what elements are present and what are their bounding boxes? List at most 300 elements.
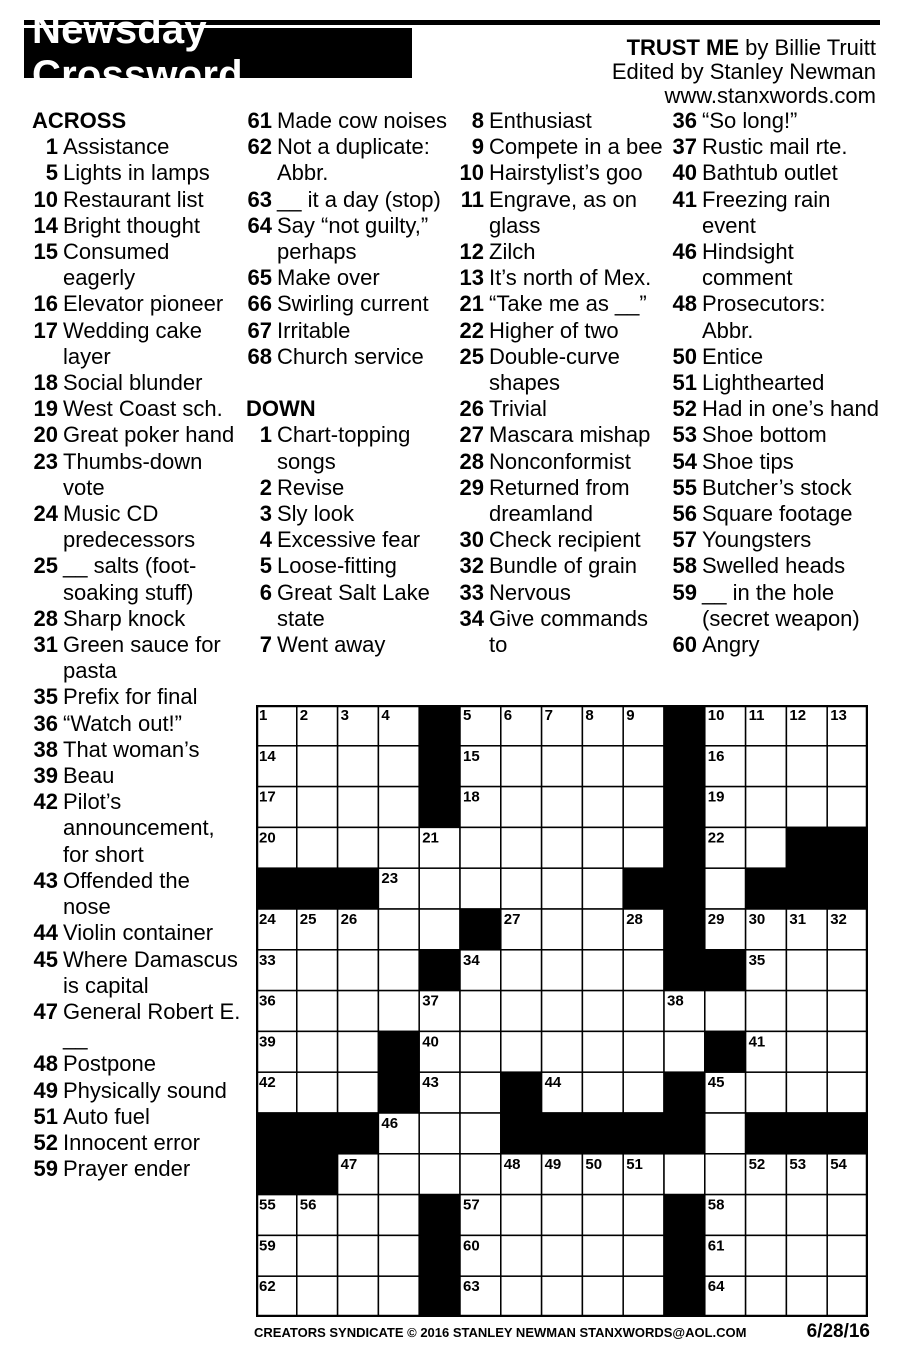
clue-text: Thumbs-down vote (63, 448, 203, 500)
cell-number: 29 (707, 911, 725, 928)
puzzle-title: TRUST ME (626, 35, 740, 60)
grid-cell[interactable] (786, 950, 827, 991)
clue-number: 35 (33, 684, 58, 710)
clue-number: 2 (259, 474, 272, 500)
grid-cell[interactable] (297, 991, 338, 1032)
grid-cell[interactable] (623, 787, 664, 828)
clue-item[interactable] (458, 475, 666, 527)
clue-item[interactable] (32, 947, 242, 999)
clue-text: Angry (702, 632, 760, 658)
grid-cell[interactable] (582, 950, 623, 991)
clue-text: Auto fuel (63, 1103, 150, 1129)
block-cell (256, 1154, 297, 1195)
clue-number: 29 (459, 474, 484, 500)
clue-item[interactable] (32, 1156, 242, 1182)
clue-item[interactable] (32, 999, 242, 1051)
clue-item[interactable] (32, 763, 242, 789)
grid-cell[interactable] (746, 1072, 787, 1113)
cell-number: 12 (789, 707, 807, 724)
grid-cell[interactable] (378, 991, 419, 1032)
clue-item[interactable] (32, 449, 242, 501)
grid-cell[interactable] (705, 1154, 746, 1195)
clue-text: Youngsters (702, 527, 812, 553)
grid-cell[interactable] (501, 1235, 542, 1276)
clue-item[interactable] (246, 344, 456, 370)
clue-text: Bright thought (63, 212, 200, 238)
clue-number: 6 (259, 579, 272, 605)
clue-item[interactable] (670, 501, 880, 527)
grid-cell[interactable] (623, 991, 664, 1032)
clue-text: Restaurant list (63, 186, 204, 212)
clue-number: 10 (459, 160, 484, 186)
clue-item[interactable] (32, 711, 242, 737)
block-cell (297, 1113, 338, 1154)
clue-item[interactable] (670, 553, 880, 579)
grid-cell[interactable] (827, 787, 868, 828)
grid-cell[interactable] (786, 991, 827, 1032)
clue-item[interactable] (670, 449, 880, 475)
clue-item[interactable] (246, 580, 456, 632)
clue-item[interactable] (246, 187, 456, 213)
clue-item[interactable] (32, 160, 242, 186)
grid-cell[interactable] (623, 950, 664, 991)
grid-cell[interactable] (746, 787, 787, 828)
grid-cell[interactable] (827, 1031, 868, 1072)
grid-cell[interactable] (582, 746, 623, 787)
clue-number: 8 (471, 108, 484, 133)
clue-item[interactable] (458, 265, 666, 291)
grid-svg (256, 705, 868, 1317)
grid-cell[interactable] (746, 1195, 787, 1236)
cell-number: 14 (259, 747, 276, 765)
block-cell (786, 827, 827, 868)
grid-cell[interactable] (419, 1113, 460, 1154)
cell-number: 3 (340, 707, 349, 724)
clue-item[interactable] (458, 187, 666, 239)
grid-cell[interactable] (378, 787, 419, 828)
grid-cell[interactable] (338, 827, 379, 868)
grid-cell[interactable] (705, 991, 746, 1032)
clue-item[interactable] (32, 239, 242, 291)
clue-item[interactable] (246, 108, 456, 134)
block-cell (623, 868, 664, 909)
clue-number: 50 (672, 343, 697, 369)
clue-number: 48 (33, 1051, 58, 1077)
cell-number: 54 (830, 1155, 847, 1173)
grid-cell[interactable] (542, 1031, 583, 1072)
clue-item[interactable] (32, 422, 242, 448)
grid-cell[interactable] (542, 909, 583, 950)
clue-item[interactable] (32, 501, 242, 553)
grid-cell[interactable] (582, 909, 623, 950)
clue-item[interactable] (458, 580, 666, 606)
clue-item[interactable] (32, 684, 242, 710)
grid-cell[interactable] (542, 868, 583, 909)
grid-cell[interactable] (623, 1072, 664, 1113)
grid-cell[interactable] (623, 1235, 664, 1276)
grid-cell[interactable] (338, 1276, 379, 1317)
grid-cell[interactable] (623, 746, 664, 787)
block-cell (664, 1235, 705, 1276)
clue-text: Enthusiast (489, 108, 592, 133)
clue-number: 51 (672, 370, 697, 396)
grid-cell[interactable] (297, 1072, 338, 1113)
cell-number: 52 (748, 1155, 766, 1173)
grid-cell[interactable] (338, 950, 379, 991)
grid-cell[interactable] (623, 1276, 664, 1317)
grid-cell[interactable] (542, 787, 583, 828)
clue-item[interactable] (246, 213, 456, 265)
cell-number: 5 (463, 707, 472, 724)
clue-item[interactable] (246, 134, 456, 186)
block-cell (338, 868, 379, 909)
clue-item[interactable] (32, 1104, 242, 1130)
clue-text: Shoe tips (702, 448, 794, 474)
grid-cell[interactable] (786, 1195, 827, 1236)
clue-text: Prosecutors: Abbr. (702, 291, 826, 343)
clue-text: Check recipient (489, 527, 641, 553)
grid-cell[interactable] (501, 868, 542, 909)
clue-number: 26 (459, 396, 484, 422)
grid-cell[interactable] (786, 1276, 827, 1317)
grid-cell[interactable] (297, 787, 338, 828)
grid-cell[interactable] (338, 1031, 379, 1072)
clue-number: 53 (672, 422, 697, 448)
clue-item[interactable] (32, 134, 242, 160)
block-cell (419, 1276, 460, 1317)
grid-cell[interactable] (582, 1031, 623, 1072)
clue-text: Green sauce for pasta (63, 632, 221, 684)
grid-cell[interactable] (705, 1113, 746, 1154)
cell-number: 43 (422, 1074, 439, 1092)
clue-item[interactable] (458, 318, 666, 344)
grid-cell[interactable] (664, 1154, 705, 1195)
grid-cell[interactable] (378, 1154, 419, 1195)
block-cell (419, 1235, 460, 1276)
clue-item[interactable] (458, 449, 666, 475)
grid-cell[interactable] (378, 746, 419, 787)
grid-cell[interactable] (378, 950, 419, 991)
grid-cell[interactable] (501, 950, 542, 991)
grid-cell[interactable] (582, 868, 623, 909)
grid-cell[interactable] (338, 991, 379, 1032)
grid-cell[interactable] (827, 746, 868, 787)
clue-item[interactable] (670, 396, 880, 422)
clue-number: 57 (672, 527, 697, 553)
grid-cell[interactable] (501, 1031, 542, 1072)
clue-number: 30 (459, 527, 484, 553)
grid-cell[interactable] (378, 1235, 419, 1276)
grid-cell[interactable] (827, 950, 868, 991)
clue-number: 9 (471, 134, 484, 160)
grid-cell[interactable] (460, 1154, 501, 1195)
clue-text: Entice (702, 343, 764, 369)
clue-text: Swirling current (277, 291, 429, 317)
clue-item[interactable] (246, 265, 456, 291)
clue-item[interactable] (458, 160, 666, 186)
grid-cell[interactable] (501, 827, 542, 868)
block-cell (664, 746, 705, 787)
clue-item[interactable] (670, 527, 880, 553)
cell-number: 37 (422, 992, 439, 1010)
grid-cell[interactable] (786, 787, 827, 828)
cell-number: 17 (259, 788, 276, 806)
clue-text: Went away (277, 632, 386, 658)
grid-cell[interactable] (542, 746, 583, 787)
clue-item[interactable] (32, 606, 242, 632)
clue-text: __ it a day (stop) (277, 186, 441, 212)
clue-text: Consumed eagerly (63, 239, 170, 291)
publish-date: 6/28/16 (806, 1321, 870, 1342)
clue-item[interactable] (32, 213, 242, 239)
clue-item[interactable] (458, 134, 666, 160)
clue-item[interactable] (670, 344, 880, 370)
grid-cell[interactable] (378, 827, 419, 868)
clue-item[interactable] (670, 134, 880, 160)
title-text: Newsday Crossword (32, 8, 243, 97)
crossword-grid[interactable] (256, 705, 868, 1317)
grid-cell[interactable] (746, 827, 787, 868)
grid-cell[interactable] (542, 991, 583, 1032)
clue-item[interactable] (670, 239, 880, 291)
clue-item[interactable] (670, 108, 880, 134)
block-cell (827, 868, 868, 909)
clue-number: 15 (33, 239, 58, 265)
clue-number: 11 (460, 186, 484, 212)
grid-cell[interactable] (582, 1276, 623, 1317)
grid-cell[interactable] (297, 1276, 338, 1317)
clue-number: 27 (459, 422, 484, 448)
clue-item[interactable] (32, 920, 242, 946)
down-heading: DOWN (246, 396, 316, 422)
grid-cell[interactable] (582, 1072, 623, 1113)
grid-cell[interactable] (338, 1195, 379, 1236)
clue-item[interactable] (246, 527, 456, 553)
clue-item[interactable] (670, 187, 880, 239)
clue-item[interactable] (32, 553, 242, 605)
clue-text: Returned from dreamland (489, 474, 630, 527)
clue-item[interactable] (670, 422, 880, 448)
clue-item[interactable] (458, 108, 666, 134)
clue-text: Mascara mishap (489, 422, 651, 448)
grid-cell[interactable] (786, 1235, 827, 1276)
grid-cell[interactable] (338, 746, 379, 787)
grid-cell[interactable] (623, 1031, 664, 1072)
clue-text: Compete in a bee (489, 134, 663, 160)
grid-cell[interactable] (419, 909, 460, 950)
grid-cell[interactable] (582, 1195, 623, 1236)
clue-item[interactable] (32, 1078, 242, 1104)
clue-item[interactable] (246, 632, 456, 658)
block-cell (705, 1031, 746, 1072)
cell-number: 4 (381, 707, 390, 724)
grid-cell[interactable] (664, 1031, 705, 1072)
grid-cell[interactable] (623, 827, 664, 868)
grid-cell[interactable] (786, 1072, 827, 1113)
clue-number: 59 (33, 1156, 58, 1182)
clue-text: Chart-topping songs (277, 422, 411, 474)
cell-number: 38 (667, 992, 684, 1010)
cell-number: 46 (381, 1115, 399, 1132)
clue-item[interactable] (458, 396, 666, 422)
clue-number: 37 (672, 134, 697, 160)
cell-number: 50 (585, 1155, 603, 1173)
clue-item[interactable] (246, 318, 456, 344)
clue-number: 4 (259, 527, 272, 553)
grid-cell[interactable] (623, 1195, 664, 1236)
clue-text: Irritable (277, 317, 351, 343)
grid-cell[interactable] (297, 827, 338, 868)
clue-item[interactable] (670, 475, 880, 501)
cell-number: 57 (463, 1196, 480, 1214)
clue-number: 12 (459, 239, 484, 265)
clue-text: Not a duplicate: Abbr. (277, 134, 430, 186)
grid-cell[interactable] (786, 746, 827, 787)
grid-cell[interactable] (542, 827, 583, 868)
clue-item[interactable] (32, 737, 242, 763)
block-cell (419, 950, 460, 991)
clue-item[interactable] (246, 501, 456, 527)
clue-item[interactable] (246, 553, 456, 579)
clue-item[interactable] (670, 291, 880, 343)
clue-text: Hindsight comment (702, 239, 794, 291)
grid-cell[interactable] (542, 1276, 583, 1317)
block-cell (664, 868, 705, 909)
clue-item[interactable] (32, 1130, 242, 1156)
clue-item[interactable] (670, 580, 880, 632)
grid-cell[interactable] (501, 787, 542, 828)
clue-item[interactable] (32, 318, 242, 370)
clue-item[interactable] (458, 606, 666, 658)
clue-item[interactable] (246, 475, 456, 501)
clue-text: Postpone (63, 1051, 156, 1077)
grid-cell[interactable] (501, 991, 542, 1032)
clue-item[interactable] (670, 160, 880, 186)
clue-number: 5 (259, 553, 272, 579)
clue-item[interactable] (32, 868, 242, 920)
grid-cell[interactable] (338, 787, 379, 828)
grid-cell[interactable] (501, 1276, 542, 1317)
clue-text: Elevator pioneer (63, 291, 224, 317)
clue-number: 5 (45, 160, 58, 186)
grid-cell[interactable] (501, 1195, 542, 1236)
clue-number: 49 (33, 1077, 58, 1103)
grid-cell[interactable] (460, 1113, 501, 1154)
clue-number: 40 (672, 160, 697, 186)
grid-cell[interactable] (419, 868, 460, 909)
clue-text: Great Salt Lake state (277, 579, 430, 631)
grid-cell[interactable] (746, 991, 787, 1032)
clue-item[interactable] (32, 632, 242, 684)
clue-number: 13 (459, 265, 484, 291)
grid-cell[interactable] (297, 1031, 338, 1072)
grid-cell[interactable] (542, 1235, 583, 1276)
clue-item[interactable] (458, 527, 666, 553)
clue-text: Lights in lamps (63, 160, 210, 186)
clue-number: 17 (33, 317, 58, 343)
grid-cell[interactable] (460, 991, 501, 1032)
grid-cell[interactable] (582, 787, 623, 828)
grid-cell[interactable] (297, 746, 338, 787)
grid-cell[interactable] (746, 746, 787, 787)
grid-cell[interactable] (827, 991, 868, 1032)
grid-cell[interactable] (378, 1276, 419, 1317)
clue-item[interactable] (32, 187, 242, 213)
grid-cell[interactable] (582, 827, 623, 868)
grid-cell[interactable] (378, 1195, 419, 1236)
clue-item[interactable] (32, 396, 242, 422)
grid-cell[interactable] (338, 1072, 379, 1113)
clue-text: Sharp knock (63, 605, 186, 631)
clue-item[interactable] (246, 291, 456, 317)
grid-cell[interactable] (297, 950, 338, 991)
grid-cell[interactable] (297, 1235, 338, 1276)
clue-text: Give commands to (489, 605, 648, 658)
clue-item[interactable] (458, 344, 666, 396)
grid-cell[interactable] (786, 1031, 827, 1072)
grid-cell[interactable] (827, 1195, 868, 1236)
block-cell (542, 1113, 583, 1154)
grid-cell[interactable] (827, 1235, 868, 1276)
grid-cell[interactable] (746, 1235, 787, 1276)
grid-cell[interactable] (705, 868, 746, 909)
block-cell (338, 1113, 379, 1154)
clue-item[interactable] (458, 422, 666, 448)
clue-item[interactable] (32, 1051, 242, 1077)
grid-cell[interactable] (542, 950, 583, 991)
clue-number: 3 (259, 501, 272, 527)
grid-cell[interactable] (378, 909, 419, 950)
cell-number: 25 (299, 911, 317, 928)
clue-item[interactable] (32, 370, 242, 396)
grid-cell[interactable] (501, 746, 542, 787)
grid-cell[interactable] (460, 827, 501, 868)
grid-cell[interactable] (827, 1072, 868, 1113)
grid-cell[interactable] (582, 991, 623, 1032)
clue-text: Music CD predecessors (63, 501, 196, 553)
clue-item[interactable] (458, 291, 666, 317)
grid-cell[interactable] (338, 1235, 379, 1276)
clue-item[interactable] (32, 789, 242, 868)
cell-number: 49 (544, 1155, 562, 1173)
block-cell (664, 787, 705, 828)
clue-text: Innocent error (63, 1129, 200, 1155)
clue-item[interactable] (670, 632, 880, 658)
grid-cell[interactable] (460, 1031, 501, 1072)
clue-text: Great poker hand (63, 422, 235, 448)
block-cell (705, 950, 746, 991)
clue-text: Double-curve shapes (489, 343, 620, 396)
grid-cell[interactable] (460, 868, 501, 909)
cell-number: 59 (259, 1237, 276, 1255)
block-cell (664, 705, 705, 746)
grid-cell[interactable] (542, 1195, 583, 1236)
clue-number: 44 (33, 920, 58, 946)
clue-item[interactable] (246, 422, 456, 474)
clue-number: 16 (33, 291, 58, 317)
grid-cell[interactable] (827, 1276, 868, 1317)
block-cell (827, 1113, 868, 1154)
clue-item[interactable] (32, 291, 242, 317)
grid-cell[interactable] (582, 1235, 623, 1276)
block-cell (786, 868, 827, 909)
clue-item[interactable] (458, 553, 666, 579)
clue-item[interactable] (458, 239, 666, 265)
grid-cell[interactable] (419, 1154, 460, 1195)
grid-cell[interactable] (460, 1072, 501, 1113)
grid-cell[interactable] (746, 1276, 787, 1317)
clue-item[interactable] (670, 370, 880, 396)
